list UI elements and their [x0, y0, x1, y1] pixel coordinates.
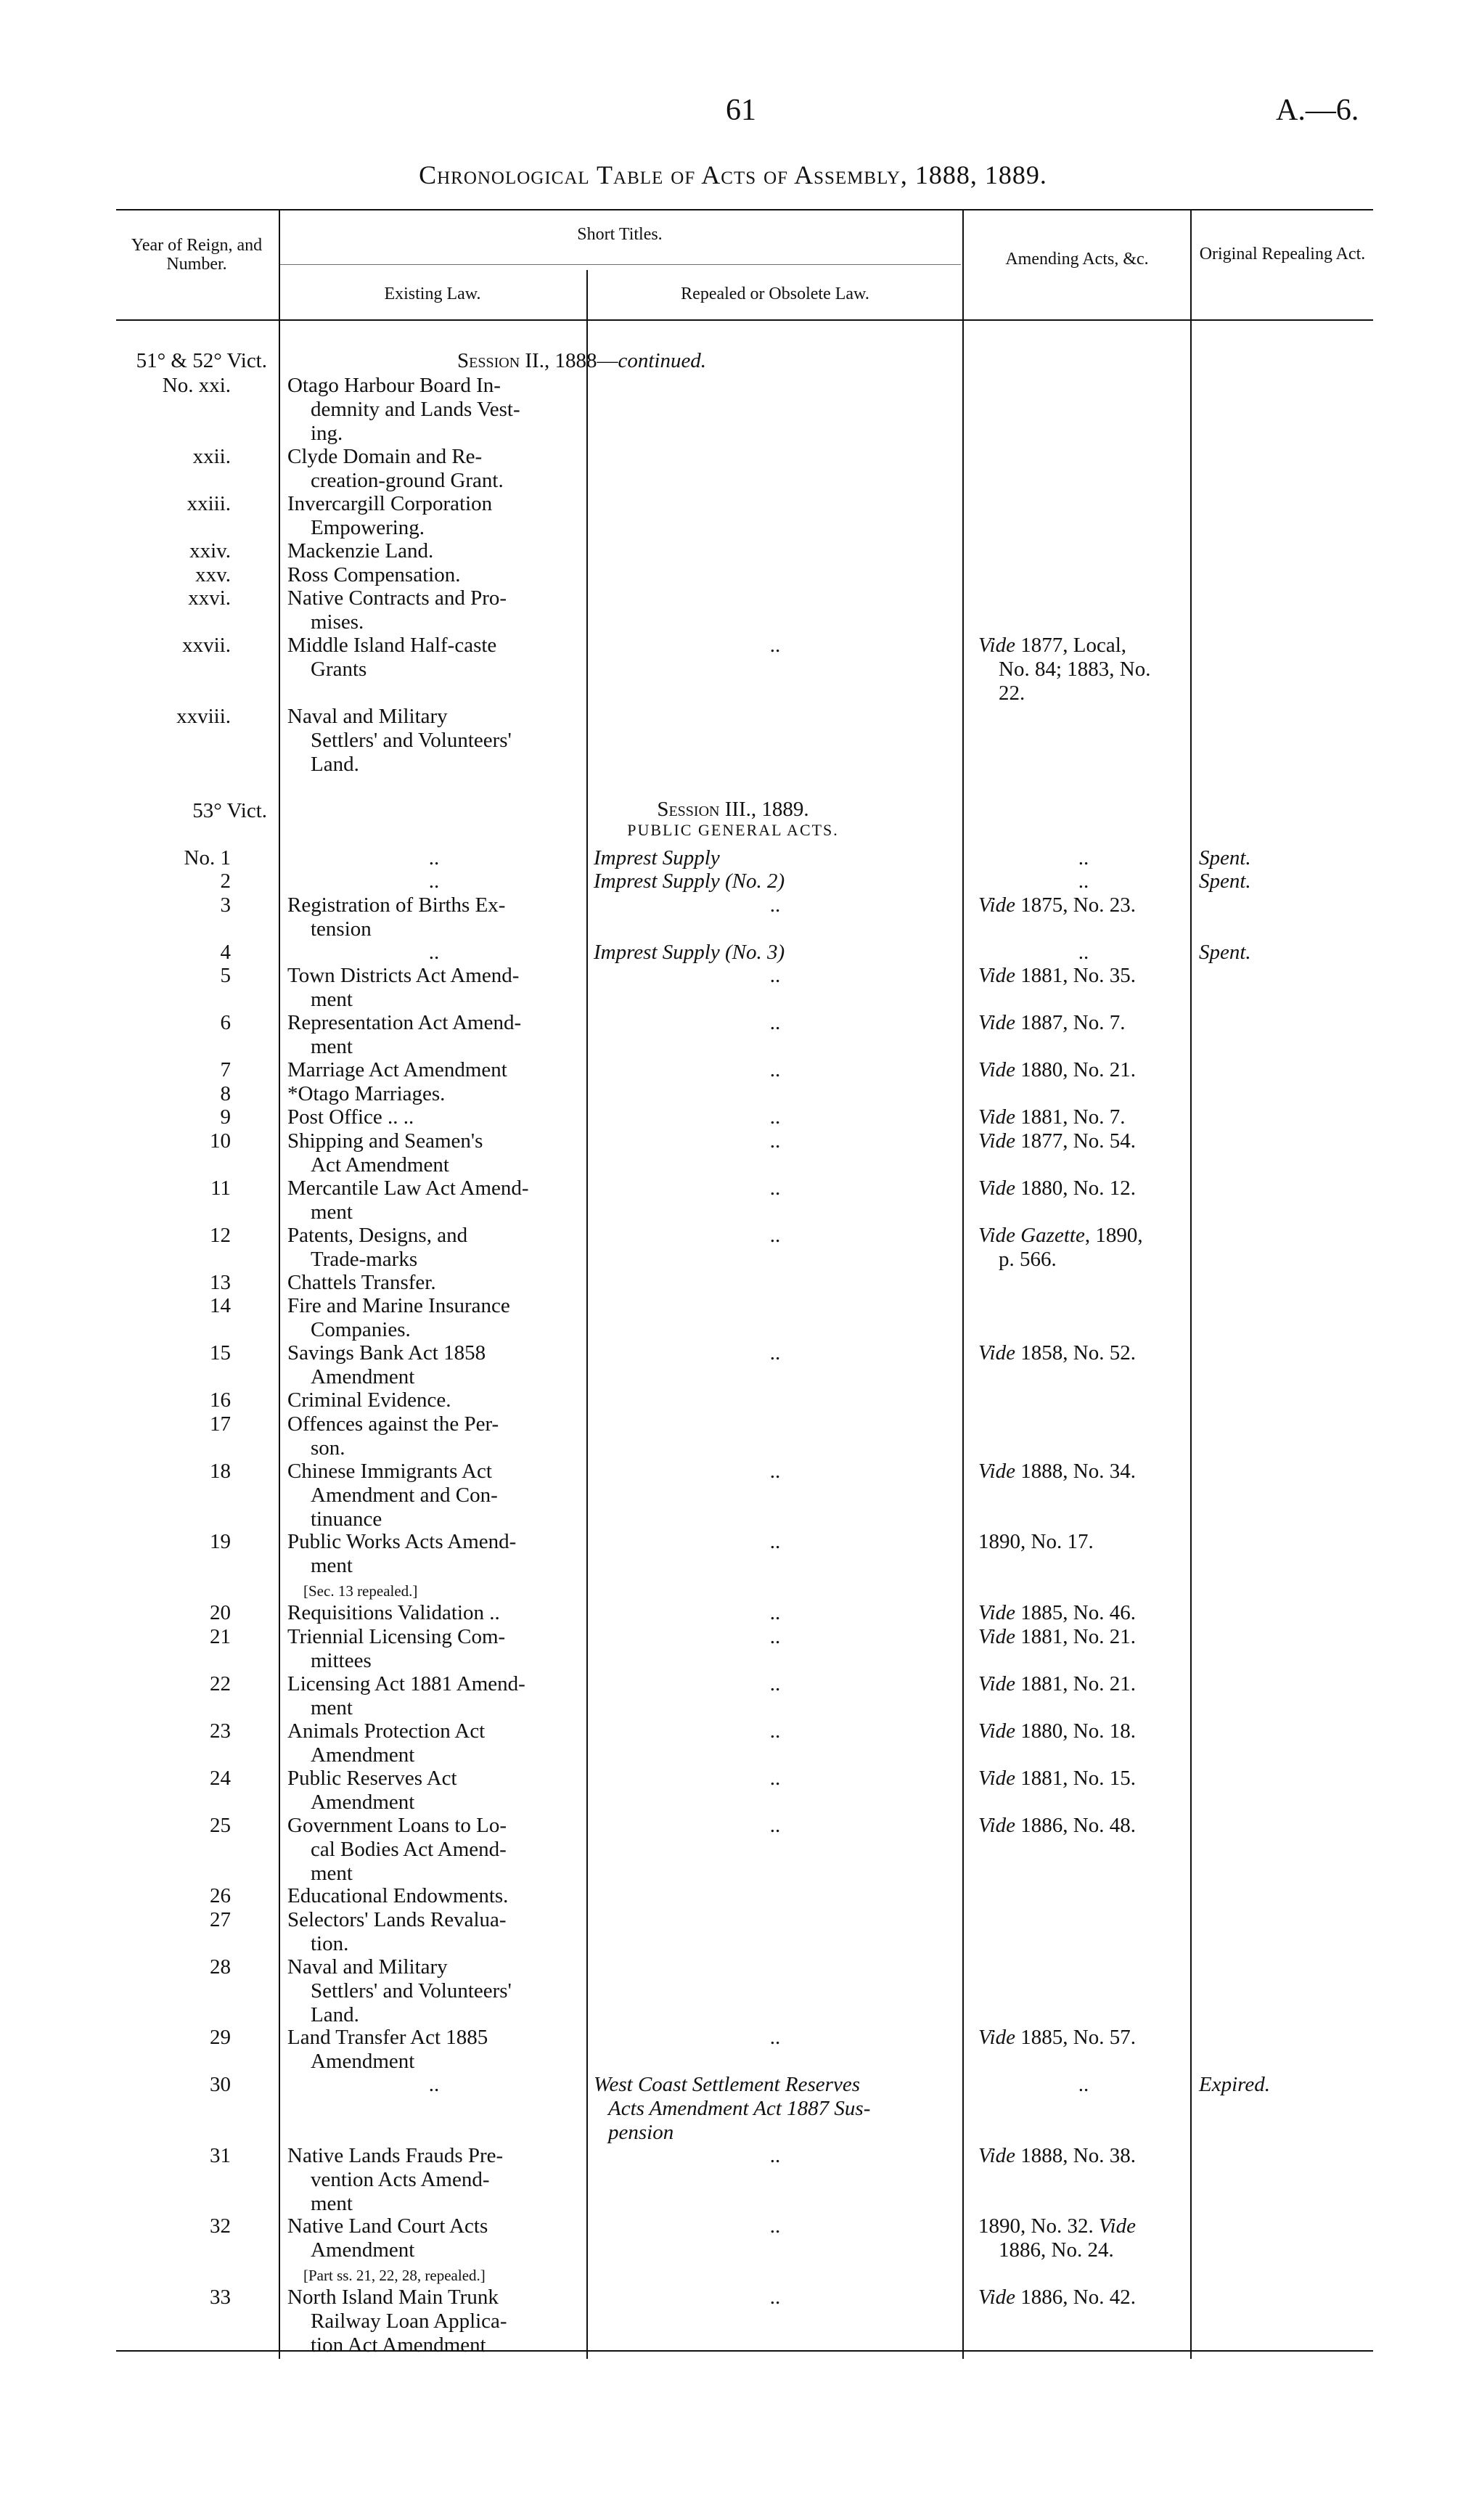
amending-acts: Vide 1881, No. 15.	[978, 1767, 1136, 1790]
act-number: 18	[210, 1460, 231, 1483]
act-number: xxvii.	[182, 634, 231, 657]
repealed-law: ..	[769, 1224, 781, 1247]
amending-acts: Vide 1888, No. 38.	[978, 2144, 1136, 2167]
repealed-law: ..	[769, 1177, 781, 1200]
repealed-law: ..	[769, 2144, 781, 2167]
existing-law: Chinese Immigrants Act Amendment and Con- tinuance	[287, 1460, 498, 1531]
act-number: 2	[220, 870, 231, 893]
act-number: xxiii.	[187, 492, 231, 515]
table-top-rule	[116, 209, 1373, 210]
act-number: 30	[210, 2073, 231, 2096]
amending-acts: Vide 1887, No. 7.	[978, 1011, 1126, 1034]
existing-law: Criminal Evidence.	[287, 1388, 451, 1412]
existing-law: Licensing Act 1881 Amend- ment	[287, 1672, 525, 1719]
existing-law: North Island Main Trunk Railway Loan Applica- tion Act Amendment	[287, 2286, 507, 2357]
act-number: 22	[210, 1672, 231, 1695]
act-number: 28	[210, 1955, 231, 1979]
act-number: xxii.	[192, 445, 231, 468]
repealed-law: Imprest Supply (No. 2)	[594, 870, 785, 893]
repealed-law: ..	[769, 1672, 781, 1695]
act-number: 20	[210, 1601, 231, 1624]
act-number: 4	[220, 941, 231, 964]
act-number: 24	[210, 1767, 231, 1790]
amending-acts: ..	[1078, 2073, 1089, 2096]
act-number: 19	[210, 1530, 231, 1553]
amending-acts: Vide 1880, No. 21.	[978, 1058, 1136, 1081]
act-number: 3	[220, 893, 231, 917]
repealed-law: ..	[769, 1341, 781, 1365]
amending-acts: 1890, No. 17.	[978, 1530, 1094, 1553]
act-number: 10	[210, 1129, 231, 1153]
repealed-law: ..	[769, 1011, 781, 1034]
amending-acts: ..	[1078, 846, 1089, 870]
existing-law: Native Land Court Acts Amendment [Part ss. 21, 22, 28, repealed.]	[287, 2214, 488, 2284]
amending-acts: Vide 1880, No. 18.	[978, 1719, 1136, 1743]
amending-acts: Vide 1885, No. 46.	[978, 1601, 1136, 1624]
act-number: 7	[220, 1058, 231, 1081]
act-number: 13	[210, 1271, 231, 1294]
act-number: 21	[210, 1625, 231, 1648]
amending-acts: Vide 1886, No. 48.	[978, 1814, 1136, 1837]
amending-acts: Vide 1877, Local, No. 84; 1883, No. 22.	[978, 634, 1151, 705]
existing-law: Middle Island Half-caste Grants	[287, 634, 497, 681]
amending-acts: ..	[1078, 941, 1089, 964]
amending-acts: Vide Gazette, 1890, p. 566.	[978, 1224, 1143, 1271]
existing-law: Land Transfer Act 1885 Amendment	[287, 2026, 488, 2073]
repealed-law: Imprest Supply	[594, 846, 720, 870]
act-number: 8	[220, 1082, 231, 1105]
session-2-heading: Session II., 1888—continued.	[457, 349, 707, 372]
act-number: 16	[210, 1388, 231, 1412]
repealed-law: ..	[769, 2026, 781, 2049]
act-number: 9	[220, 1105, 231, 1129]
act-number: xxvi.	[188, 586, 231, 610]
existing-law: ..	[428, 2073, 440, 2096]
column-rule-4	[1190, 210, 1192, 2359]
repealed-law: ..	[769, 2214, 781, 2238]
repealed-law: ..	[769, 1460, 781, 1483]
column-rule-1	[279, 210, 280, 2359]
existing-law: Shipping and Seamen's Act Amendment	[287, 1129, 483, 1177]
original-repealing-act: Expired.	[1199, 2073, 1270, 2096]
existing-law: Naval and Military Settlers' and Volunteers' Land.	[287, 705, 512, 776]
header-year: Year of Reign, and Number.	[131, 236, 263, 274]
act-number: 29	[210, 2026, 231, 2049]
amending-acts: Vide 1858, No. 52.	[978, 1341, 1136, 1365]
act-number: xxv.	[195, 563, 231, 586]
amending-acts: Vide 1881, No. 21.	[978, 1672, 1136, 1695]
act-number: 31	[210, 2144, 231, 2167]
existing-law: Animals Protection Act Amendment	[287, 1719, 486, 1767]
repealed-law: ..	[769, 964, 781, 987]
header-original-repealing: Original Repealing Act.	[1199, 245, 1366, 263]
public-general-acts-label: PUBLIC GENERAL ACTS.	[627, 821, 839, 839]
existing-law: ..	[428, 870, 440, 893]
existing-law: Savings Bank Act 1858 Amendment	[287, 1341, 486, 1388]
session-2-year: 51° & 52° Vict.	[136, 349, 267, 372]
header-existing-law: Existing Law.	[384, 285, 481, 303]
existing-law: Town Districts Act Amend- ment	[287, 964, 520, 1011]
session-3-heading: Session III., 1889.	[657, 798, 809, 821]
amending-acts: Vide 1885, No. 57.	[978, 2026, 1136, 2049]
document-reference: A.—6.	[1276, 94, 1359, 127]
repealed-law: ..	[769, 634, 781, 657]
existing-law: Ross Compensation.	[287, 563, 461, 586]
act-number: 6	[220, 1011, 231, 1034]
existing-law: Native Lands Frauds Pre- vention Acts Amend- ment	[287, 2144, 504, 2215]
session-3-year: 53° Vict.	[192, 799, 267, 822]
act-number: 27	[210, 1908, 231, 1931]
amending-acts: Vide 1881, No. 21.	[978, 1625, 1136, 1648]
act-number: xxiv.	[189, 539, 231, 562]
existing-law: Public Reserves Act Amendment	[287, 1767, 457, 1814]
amending-acts: Vide 1881, No. 35.	[978, 964, 1136, 987]
repealed-law: ..	[769, 1767, 781, 1790]
existing-law: Selectors' Lands Revalua- tion.	[287, 1908, 507, 1955]
act-number: 25	[210, 1814, 231, 1837]
amending-acts: Vide 1886, No. 42.	[978, 2286, 1136, 2309]
page-number: 61	[726, 94, 756, 127]
act-number: No. 1	[184, 846, 231, 870]
header-amending-acts: Amending Acts, &c.	[1005, 250, 1149, 269]
existing-law: Mackenzie Land.	[287, 539, 434, 562]
existing-law: Offences against the Per- son.	[287, 1412, 499, 1460]
repealed-law: ..	[769, 1601, 781, 1624]
existing-law: Native Contracts and Pro- mises.	[287, 586, 507, 634]
existing-law: Post Office .. ..	[287, 1105, 414, 1129]
existing-law: ..	[428, 941, 440, 964]
repealed-law: ..	[769, 1814, 781, 1837]
act-number: 11	[210, 1177, 231, 1200]
existing-law: Registration of Births Ex- tension	[287, 893, 506, 941]
existing-law: Marriage Act Amendment	[287, 1058, 507, 1081]
header-short-titles: Short Titles.	[577, 225, 663, 244]
repealed-law: ..	[769, 1105, 781, 1129]
short-titles-divider	[279, 264, 961, 265]
repealed-law: ..	[769, 1719, 781, 1743]
repealed-law: West Coast Settlement Reserves Acts Amendment Act 1887 Sus- pension	[594, 2073, 871, 2144]
existing-law: ..	[428, 846, 440, 870]
original-repealing-act: Spent.	[1199, 846, 1251, 870]
existing-law: Fire and Marine Insurance Companies.	[287, 1294, 510, 1341]
repealed-law: ..	[769, 1058, 781, 1081]
page-title: Chronological Table of Acts of Assembly, 1888, 1889.	[419, 160, 1047, 189]
existing-law: Patents, Designs, and Trade-marks	[287, 1224, 468, 1271]
existing-law: Public Works Acts Amend- ment [Sec. 13 repealed.]	[287, 1530, 517, 1600]
existing-law: Invercargill Corporation Empowering.	[287, 492, 493, 539]
column-rule-3	[962, 210, 964, 2359]
existing-law: Government Loans to Lo- cal Bodies Act Amend- ment	[287, 1814, 507, 1885]
act-number: 14	[210, 1294, 231, 1317]
existing-law: Chattels Transfer.	[287, 1271, 436, 1294]
act-number: xxviii.	[176, 705, 231, 728]
header-bottom-rule	[116, 319, 1373, 321]
existing-law: *Otago Marriages.	[287, 1082, 446, 1105]
original-repealing-act: Spent.	[1199, 941, 1251, 964]
act-number: 12	[210, 1224, 231, 1247]
repealed-law: ..	[769, 1625, 781, 1648]
repealed-law: ..	[769, 2286, 781, 2309]
amending-acts: Vide 1880, No. 12.	[978, 1177, 1136, 1200]
amending-acts: 1890, No. 32. Vide 1886, No. 24.	[978, 2214, 1136, 2262]
existing-law: Naval and Military Settlers' and Volunteers' Land.	[287, 1955, 512, 2026]
repealed-law: ..	[769, 893, 781, 917]
column-rule-2	[586, 270, 588, 2359]
existing-law: Triennial Licensing Com- mittees	[287, 1625, 506, 1672]
amending-acts: Vide 1888, No. 34.	[978, 1460, 1136, 1483]
existing-law: Mercantile Law Act Amend- ment	[287, 1177, 529, 1224]
act-number: 23	[210, 1719, 231, 1743]
act-number: 5	[220, 964, 231, 987]
repealed-law: ..	[769, 1129, 781, 1153]
existing-law: Educational Endowments.	[287, 1884, 509, 1907]
act-number: 26	[210, 1884, 231, 1907]
amending-acts: Vide 1875, No. 23.	[978, 893, 1136, 917]
amending-acts: Vide 1877, No. 54.	[978, 1129, 1136, 1153]
act-number: 17	[210, 1412, 231, 1436]
amending-acts: ..	[1078, 870, 1089, 893]
original-repealing-act: Spent.	[1199, 870, 1251, 893]
existing-law: Requisitions Validation ..	[287, 1601, 500, 1624]
existing-law: Representation Act Amend- ment	[287, 1011, 522, 1058]
repealed-law: Imprest Supply (No. 3)	[594, 941, 785, 964]
repealed-law: ..	[769, 1530, 781, 1553]
act-number: No. xxi.	[162, 374, 231, 397]
act-number: 15	[210, 1341, 231, 1365]
existing-law: Clyde Domain and Re- creation-ground Grant.	[287, 445, 504, 492]
act-number: 32	[210, 2214, 231, 2238]
header-repealed-law: Repealed or Obsolete Law.	[681, 285, 869, 303]
amending-acts: Vide 1881, No. 7.	[978, 1105, 1126, 1129]
existing-law: Otago Harbour Board In- demnity and Lands Vest- ing.	[287, 374, 520, 445]
act-number: 33	[210, 2286, 231, 2309]
